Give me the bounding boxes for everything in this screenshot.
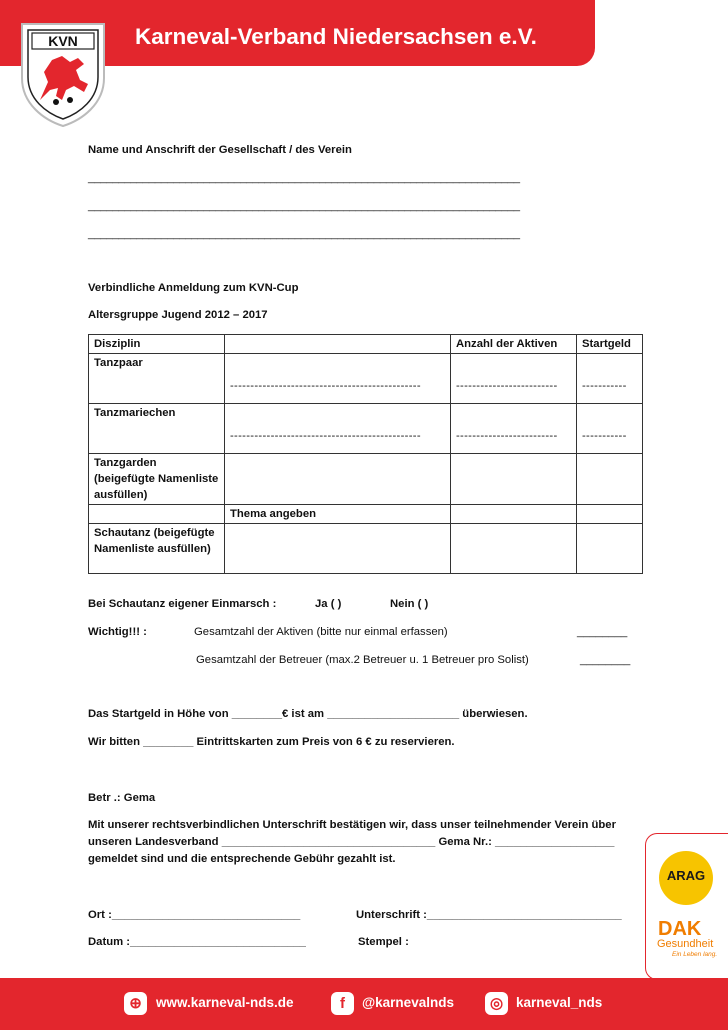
- entry-no[interactable]: Nein ( ): [390, 598, 429, 610]
- address-line-2[interactable]: _______________________________________________________________________: [88, 200, 520, 212]
- name-field[interactable]: -----------------------------------------------: [225, 404, 451, 454]
- name-field[interactable]: -----------------------------------------------: [225, 354, 451, 404]
- address-label: Name und Anschrift der Gesellschaft / des Verein: [88, 144, 352, 156]
- dak-logo: DAK: [658, 918, 702, 940]
- address-line-3[interactable]: _______________________________________________________________________: [88, 228, 520, 240]
- fee-field[interactable]: [577, 454, 643, 505]
- gema-subject: Betr .: Gema: [88, 792, 156, 804]
- dak-claim: Ein Leben lang.: [672, 951, 718, 958]
- total-coaches-label: Gesamtzahl der Betreuer (max.2 Betreuer u. 1 Betreuer pro Solist): [196, 654, 529, 666]
- important-label: Wichtig!!! :: [88, 626, 147, 638]
- gema-line-3: gemeldet sind und die entsprechende Gebühr gezahlt ist.: [88, 853, 396, 865]
- fee-line[interactable]: Das Startgeld in Höhe von ________€ ist am _____________________ überwiesen.: [88, 708, 528, 720]
- name-field[interactable]: [225, 524, 451, 574]
- dak-subtitle: Gesundheit: [657, 938, 714, 950]
- entry-yes[interactable]: Ja ( ): [315, 598, 342, 610]
- header-fee: Startgeld: [577, 335, 643, 354]
- discipline-schautanz: Schautanz (beigefügte Namenliste ausfüllen): [89, 524, 225, 574]
- header-discipline: Disziplin: [89, 335, 225, 354]
- table-row: [89, 505, 643, 524]
- count-field[interactable]: [451, 454, 577, 505]
- gema-line-1: Mit unserer rechtsverbindlichen Unterschrift bestätigen wir, dass unser teilnehmender Verein über: [88, 819, 616, 831]
- signature-field[interactable]: Unterschrift :_______________________________: [356, 909, 622, 921]
- fee-field[interactable]: [577, 505, 643, 524]
- count-field[interactable]: -------------------------: [451, 404, 577, 454]
- table-row: [89, 404, 643, 454]
- kvn-logo: [18, 20, 108, 128]
- stamp-label: Stempel :: [358, 936, 409, 948]
- footer-facebook[interactable]: @karnevalnds: [362, 995, 454, 1010]
- entry-table: [88, 334, 643, 574]
- discipline-tanzmariechen: Tanzmariechen: [89, 404, 225, 454]
- date-field[interactable]: Datum :____________________________: [88, 936, 306, 948]
- header-count: Anzahl der Aktiven: [451, 335, 577, 354]
- age-group: Altersgruppe Jugend 2012 – 2017: [88, 309, 268, 321]
- fee-field[interactable]: -----------: [577, 354, 643, 404]
- table-row: [89, 454, 643, 505]
- globe-icon: ⊕: [124, 992, 147, 1015]
- fee-field[interactable]: -----------: [577, 404, 643, 454]
- discipline-tanzgarden: Tanzgarden (beigefügte Namenliste ausfüllen): [89, 454, 225, 505]
- instagram-icon: ◎: [485, 992, 508, 1015]
- arag-text: ARAG: [666, 868, 706, 883]
- count-field[interactable]: -------------------------: [451, 354, 577, 404]
- logo-text: KVN: [48, 33, 78, 49]
- footer-website[interactable]: www.karneval-nds.de: [156, 995, 294, 1010]
- gema-line-2[interactable]: unseren Landesverband __________________________________ Gema Nr.: ___________________: [88, 836, 615, 848]
- header-title: Karneval-Verband Niedersachsen e.V.: [135, 24, 537, 49]
- facebook-icon: f: [331, 992, 354, 1015]
- footer-instagram[interactable]: karneval_nds: [516, 995, 603, 1010]
- count-field[interactable]: [451, 505, 577, 524]
- place-field[interactable]: Ort :______________________________: [88, 909, 301, 921]
- name-field[interactable]: [225, 454, 451, 505]
- fee-field[interactable]: [577, 524, 643, 574]
- registration-title: Verbindliche Anmeldung zum KVN-Cup: [88, 282, 299, 294]
- theme-label[interactable]: Thema angeben: [225, 505, 451, 524]
- entry-question: Bei Schautanz eigener Einmarsch :: [88, 598, 277, 610]
- discipline-empty: [89, 505, 225, 524]
- count-field[interactable]: [451, 524, 577, 574]
- header-name: [225, 335, 451, 354]
- discipline-tanzpaar: Tanzpaar: [89, 354, 225, 404]
- total-active-blank[interactable]: ________: [577, 626, 628, 638]
- total-active-label: Gesamtzahl der Aktiven (bitte nur einmal erfassen): [194, 626, 448, 638]
- tickets-line[interactable]: Wir bitten ________ Eintrittskarten zum Preis von 6 € zu reservieren.: [88, 736, 455, 748]
- total-coaches-blank[interactable]: ________: [580, 654, 631, 666]
- table-row: [89, 354, 643, 404]
- table-row: [89, 524, 643, 574]
- address-line-1[interactable]: _______________________________________________________________________: [88, 172, 520, 184]
